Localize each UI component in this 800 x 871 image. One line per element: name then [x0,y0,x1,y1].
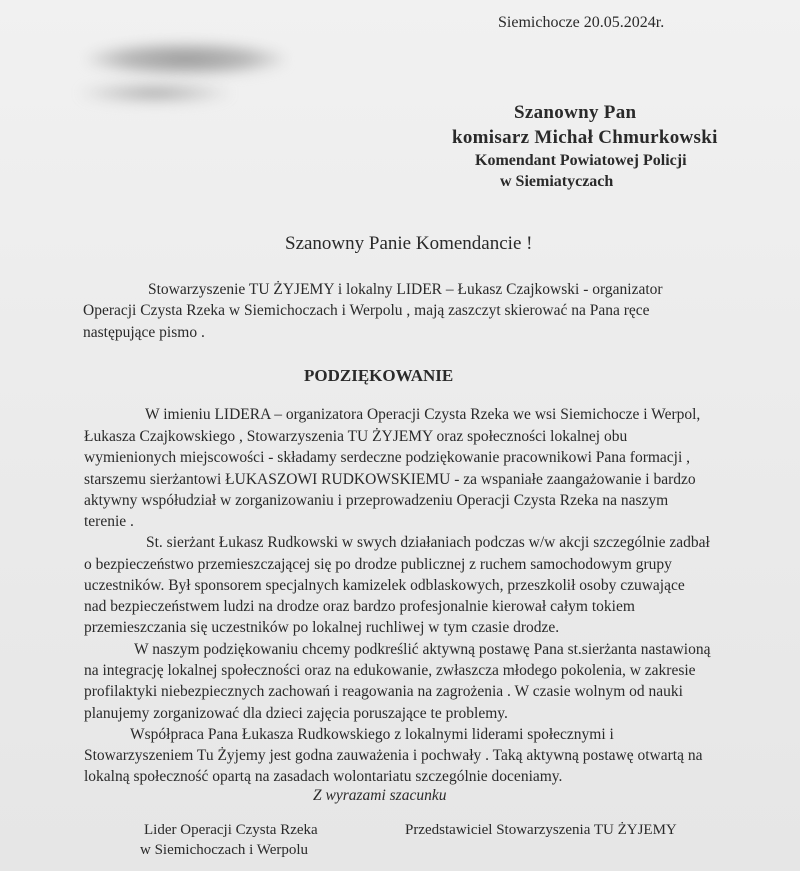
body-line: lokalną społeczność opartą na zasadach wolontariatu szczególnie doceniamy. [84,768,563,785]
redacted-sender-block-secondary [80,82,230,104]
body-line: starszemu sierżantowi ŁUKASZOWI RUDKOWSKIEMU - za wspaniałe zaangażowanie i bardzo [84,471,696,488]
body-line: profilaktyki niebezpiecznych zachowań i reagowania na zagrożenia . W czasie wolnym od nauki [84,683,683,700]
body-line: planujemy zorganizować dla dzieci zajęcia poruszające te problemy. [84,705,508,722]
body-line: wymienionych miejscowości - składamy serdeczne podziękowanie pracownikowi Pana formacji , [84,449,691,466]
body-line: przemieszczania się uczestników po lokalnej ruchliwej w tym czasie drodze. [84,619,560,636]
body-line: na integrację lokalnej społeczności oraz na edukowanie, zwłaszcza młodego pokolenia, w zakresie [84,662,696,679]
body-line: o bezpieczeństwo przemieszczającej się po drodze publicznej z ruchem samochodowym grupy [84,556,672,573]
intro-line: Operacji Czysta Rzeka w Siemichoczach i Werpolu , mają zaszczyt skierować na Pana ręce [83,302,650,319]
signature-left-line-1: Lider Operacji Czysta Rzeka [144,822,318,838]
recipient-line-1: Szanowny Pan [514,102,637,123]
redacted-sender-block [86,42,286,76]
body-line: aktywny współudział w zorganizowaniu i przeprowadzeniu Operacji Czysta Rzeka na naszym [84,492,669,509]
body-line: Stowarzyszeniem Tu Żyjemy jest godna zauważenia i pochwały . Taką aktywną postawę otwartą na [84,747,703,764]
body-line: uczestników. Był sponsorem specjalnych kamizelek odblaskowych, przeszkolił osoby czuwające [84,577,685,594]
letter-heading: PODZIĘKOWANIE [304,366,454,385]
recipient-line-3: Komendant Powiatowej Policji [475,152,687,169]
body-line: St. sierżant Łukasz Rudkowski w swych działaniach podczas w/w akcji szczególnie zadbał [146,534,710,551]
intro-line: następujące pismo . [83,324,205,341]
signature-right: Przedstawiciel Stowarzyszenia TU ŻYJEMY [405,822,677,838]
intro-line: Stowarzyszenie TU ŻYJEMY i lokalny LIDER – Łukasz Czajkowski - organizator [148,281,663,298]
body-line: W naszym podziękowaniu chcemy podkreślić aktywną postawę Pana st.sierżanta nastawioną [134,641,711,658]
signature-left-line-2: w Siemichoczach i Werpolu [140,842,309,858]
body-line: terenie . [84,513,134,530]
letter-date: Siemichocze 20.05.2024r. [498,14,665,31]
body-line: W imieniu LIDERA – organizatora Operacji Czysta Rzeka we wsi Siemichocze i Werpol, [145,406,701,423]
salutation: Szanowny Panie Komendancie ! [285,233,533,254]
body-line: nad bezpieczeństwem ludzi na drodze oraz bardzo profesjonalnie kierował całym tokiem [84,598,635,615]
recipient-line-4: w Siemiatyczach [500,173,614,190]
closing-phrase: Z wyrazami szacunku [313,787,447,804]
body-line: Łukasza Czajkowskiego , Stowarzyszenia TU ŻYJEMY oraz społeczności lokalnej obu [84,428,628,445]
body-line: Współpraca Pana Łukasza Rudkowskiego z lokalnymi liderami społecznymi i [130,726,614,743]
recipient-line-2: komisarz Michał Chmurkowski [452,127,718,148]
